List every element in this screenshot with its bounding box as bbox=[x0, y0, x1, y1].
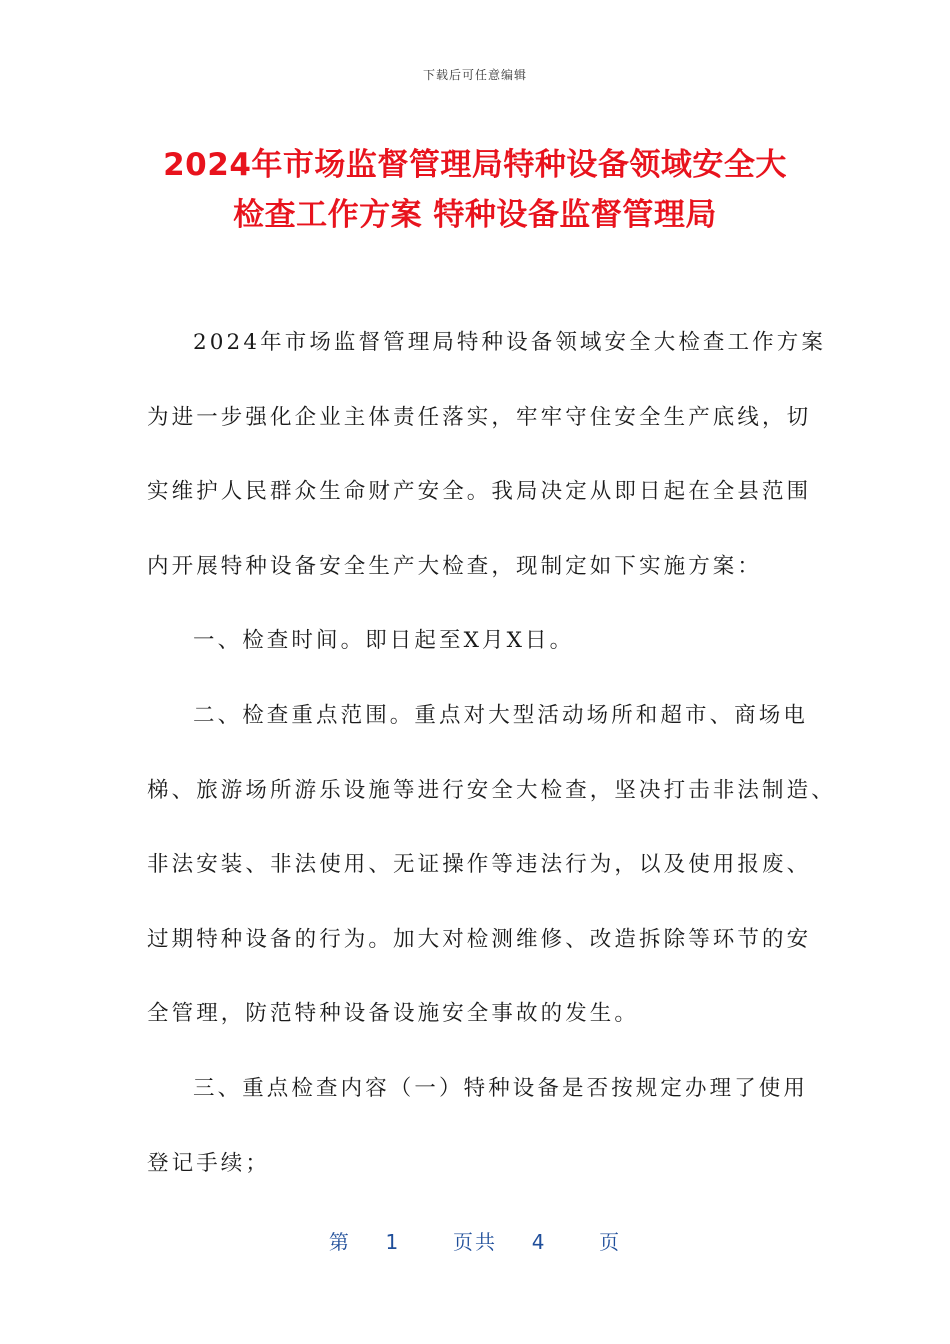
paragraph-line: 非法安装、非法使用、无证操作等违法行为，以及使用报废、 bbox=[147, 852, 812, 878]
paragraph-line: 为进一步强化企业主体责任落实，牢牢守住安全生产底线，切 bbox=[147, 404, 812, 430]
paragraph-line: 实维护人民群众生命财产安全。我局决定从即日起在全县范围 bbox=[147, 479, 812, 505]
paragraph-line: 过期特种设备的行为。加大对检测维修、改造拆除等环节的安 bbox=[147, 926, 812, 952]
paragraph-line: 内开展特种设备安全生产大检查，现制定如下实施方案： bbox=[147, 553, 763, 579]
page-mid: 页共 bbox=[453, 1230, 497, 1254]
paragraph-line: 一、检查时间。即日起至X月X日。 bbox=[193, 628, 575, 654]
header-note: 下载后可任意编辑 bbox=[422, 68, 527, 82]
page-suffix: 页 bbox=[599, 1230, 622, 1254]
title-line-2: 检查工作方案 特种设备监督管理局 bbox=[233, 197, 717, 233]
paragraph-line: 梯、旅游场所游乐设施等进行安全大检查，坚决打击非法制造、 bbox=[147, 777, 836, 803]
page-number: 1 bbox=[385, 1230, 401, 1254]
page-footer bbox=[0, 1226, 950, 1255]
paragraph-line: 2024年市场监督管理局特种设备领域安全大检查工作方案 bbox=[193, 330, 826, 355]
paragraph-line: 登记手续； bbox=[147, 1150, 271, 1176]
document-title bbox=[100, 140, 850, 240]
title-line-1: 2024年市场监督管理局特种设备领域安全大 bbox=[163, 147, 787, 183]
paragraph-line: 全管理，防范特种设备设施安全事故的发生。 bbox=[147, 1001, 640, 1027]
page-prefix: 第 bbox=[328, 1230, 351, 1254]
paragraph-line: 三、重点检查内容（一）特种设备是否按规定办理了使用 bbox=[193, 1075, 809, 1101]
paragraph-line: 二、检查重点范围。重点对大型活动场所和超市、商场电 bbox=[193, 702, 809, 728]
page-total: 4 bbox=[531, 1230, 547, 1254]
document-body bbox=[147, 306, 836, 1201]
